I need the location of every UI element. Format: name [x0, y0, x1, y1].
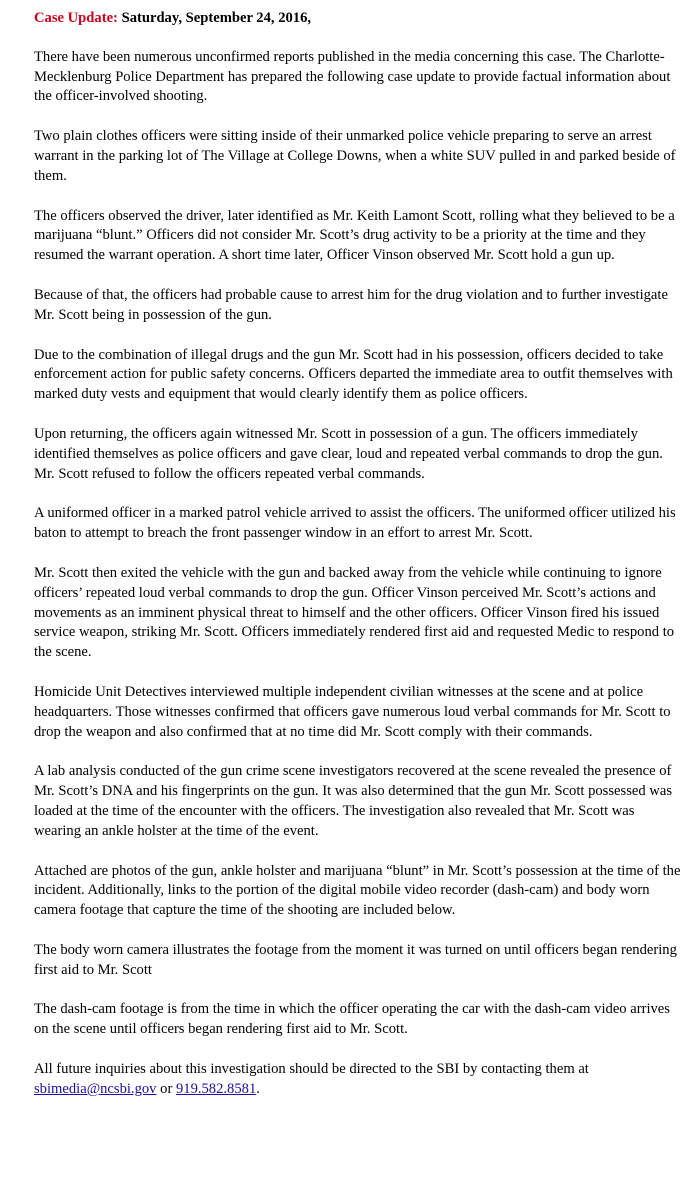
- paragraph-uniformed-officer: A uniformed officer in a marked patrol vehicle arrived to assist the officers. The uniformed officer utilized his baton to attempt to breach the front passenger window in an effort to arrest Mr. Scott.: [34, 505, 676, 542]
- closing-text: All future inquiries about this investigation should be directed to the SBI by contacting them at: [34, 1061, 589, 1078]
- paragraph-closing: [34, 1060, 685, 1100]
- closing-end: .: [256, 1080, 260, 1097]
- case-update-date: Saturday, September 24, 2016,: [121, 10, 312, 26]
- paragraph-observed-driver: The officers observed the driver, later identified as Mr. Keith Lamont Scott, rolling what they believed to be a marijuana “blunt.” Officers did not consider Mr. Scott’s drug activity to be a priority at the time and they resumed the warrant operation. A short time later, Officer Vinson observed Mr. Scott hold a gun up.: [34, 207, 675, 264]
- sbi-email-link[interactable]: sbimedia@ncsbi.gov: [34, 1080, 157, 1097]
- case-update-heading: [34, 9, 685, 29]
- case-update-label: Case Update:: [34, 10, 118, 26]
- paragraph-intro: There have been numerous unconfirmed reports published in the media concerning this case. The Charlotte-Mecklenburg Police Department has prepared the following case update to provide factual information about the officer-involved shooting.: [34, 48, 671, 105]
- paragraph-probable-cause: Because of that, the officers had probable cause to arrest him for the drug violation and to further investigate Mr. Scott being in possession of the gun.: [34, 286, 668, 323]
- paragraph-upon-returning: Upon returning, the officers again witnessed Mr. Scott in possession of a gun. The officers immediately identified themselves as police officers and gave clear, loud and repeated verbal commands to drop the gun. Mr. Scott refused to follow the officers repeated verbal commands.: [34, 425, 663, 482]
- paragraph-lab-analysis: A lab analysis conducted of the gun crime scene investigators recovered at the scene revealed the presence of Mr. Scott’s DNA and his fingerprints on the gun. It was also determined that the gun Mr. Scott possessed was loaded at the time of the encounter with the officers. The investigation also revealed that Mr. Scott was wearing an ankle holster at the time of the event.: [34, 763, 672, 839]
- paragraph-dash-cam: The dash-cam footage is from the time in which the officer operating the car with the dash-cam video arrives on the scene until officers began rendering first aid to Mr. Scott.: [34, 1001, 670, 1038]
- paragraph-enforcement-action: Due to the combination of illegal drugs and the gun Mr. Scott had in his possession, officers decided to take enforcement action for public safety concerns. Officers departed the immediate area to outfit themselves with marked duty vests and equipment that would clearly identify them as police officers.: [34, 346, 673, 403]
- closing-connector: or: [160, 1080, 173, 1097]
- paragraph-attached-photos: Attached are photos of the gun, ankle holster and marijuana “blunt” in Mr. Scott’s possession at the time of the incident. Additionally, links to the portion of the digital mobile video recorder (dash-cam) and body worn camera footage that capture the time of the shooting are included below.: [34, 862, 681, 919]
- paragraph-witnesses: Homicide Unit Detectives interviewed multiple independent civilian witnesses at the scene and at police headquarters. Those witnesses confirmed that officers gave numerous loud verbal commands for Mr. Scott to drop the weapon and also confirmed that at no time did Mr. Scott comply with their commands.: [34, 683, 671, 740]
- sbi-phone-link[interactable]: 919.582.8581: [175, 1080, 257, 1097]
- paragraph-body-camera: The body worn camera illustrates the footage from the moment it was turned on until officers began rendering first aid to Mr. Scott: [34, 941, 677, 978]
- paragraph-exited-vehicle: Mr. Scott then exited the vehicle with the gun and backed away from the vehicle while continuing to ignore officers’ repeated loud verbal commands to drop the gun. Officer Vinson perceived Mr. Scott’s actions and movements as an imminent physical threat to himself and the other officers. Officer Vinson fired his issued service weapon, striking Mr. Scott. Officers immediately rendered first aid and requested Medic to respond to the scene.: [34, 564, 675, 661]
- paragraph-officers-in-vehicle: Two plain clothes officers were sitting inside of their unmarked police vehicle preparing to serve an arrest warrant in the parking lot of The Village at College Downs, when a white SUV pulled in and parked beside of them.: [34, 128, 676, 184]
